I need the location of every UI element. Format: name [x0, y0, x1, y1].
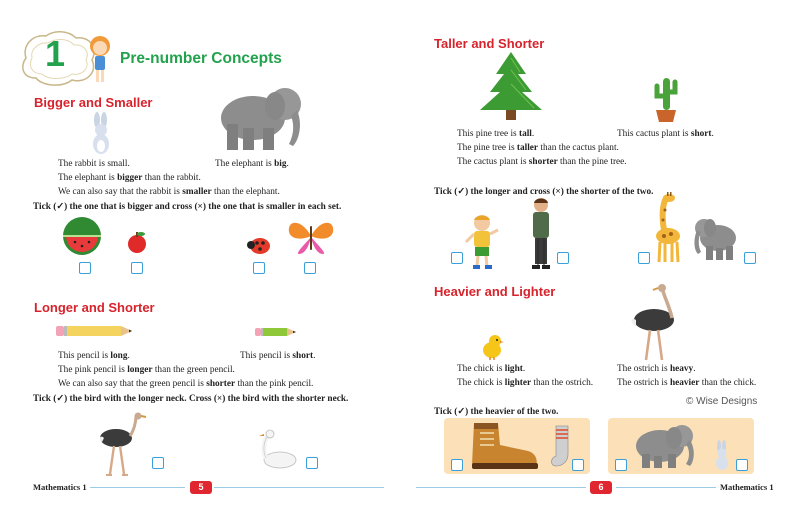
- apple-icon: [125, 230, 149, 254]
- butterfly-icon: [285, 216, 337, 256]
- small-elephant-icon: [692, 212, 744, 262]
- heavier-line-1: The chick is lighter than the ostrich.: [457, 378, 594, 388]
- green-pencil-caption: This pencil is short.: [240, 351, 316, 361]
- page-number-left: 5: [190, 481, 212, 494]
- cactus-caption: This cactus plant is short.: [617, 129, 714, 139]
- rabbit-icon-right: [712, 440, 732, 470]
- longer-instruction: Tick (✓) the bird with the longer neck. Cross (×) the bird with the shorter neck.: [33, 394, 349, 404]
- taller-line-1: The pine tree is taller than the cactus plant.: [457, 143, 619, 153]
- right-page: [400, 0, 800, 514]
- checkbox-apple[interactable]: [131, 262, 143, 274]
- heavier-line-2: The ostrich is heavier than the chick.: [617, 378, 757, 388]
- ladybug-icon: [246, 235, 272, 255]
- footer-book-title-right: Mathematics 1: [720, 482, 774, 492]
- green-pencil-icon: [255, 327, 297, 337]
- section-heading-heavier-lighter: Heavier and Lighter: [434, 284, 556, 299]
- giraffe-icon: [652, 192, 686, 264]
- rabbit-icon: [88, 112, 114, 156]
- page-number-right: 6: [590, 481, 612, 494]
- elephant-caption: The elephant is big.: [215, 159, 289, 169]
- longer-line-2: We can also say that the green pencil is shorter than the pink pencil.: [58, 379, 314, 389]
- bigger-line-2: We can also say that the rabbit is smaller than the elephant.: [58, 187, 280, 197]
- bigger-line-1: The elephant is bigger than the rabbit.: [58, 173, 201, 183]
- checkbox-rabbit-right[interactable]: [736, 459, 748, 471]
- tall-boy-icon: [526, 196, 556, 272]
- checkbox-watermelon[interactable]: [79, 262, 91, 274]
- pink-pencil-caption: This pencil is long.: [58, 351, 130, 361]
- boot-icon: [466, 421, 542, 471]
- pine-tree-icon: [470, 50, 552, 122]
- section-heading-longer-shorter: Longer and Shorter: [34, 300, 155, 315]
- footer-divider-left-2: [214, 487, 384, 488]
- section-heading-taller-shorter: Taller and Shorter: [434, 36, 545, 51]
- short-boy-icon: [464, 214, 500, 270]
- footer-divider-right: [416, 487, 586, 488]
- chapter-title: Pre-number Concepts: [120, 50, 282, 67]
- checkbox-short-boy[interactable]: [451, 252, 463, 264]
- footer-book-title-left: Mathematics 1: [33, 482, 87, 492]
- cactus-icon: [652, 74, 680, 124]
- chapter-number: 1: [45, 33, 66, 74]
- ostrich-icon: [96, 412, 150, 478]
- checkbox-giraffe[interactable]: [638, 252, 650, 264]
- tree-caption: This pine tree is tall.: [457, 129, 535, 139]
- checkbox-small-elephant[interactable]: [744, 252, 756, 264]
- elephant-icon: [213, 84, 308, 154]
- checkbox-butterfly[interactable]: [304, 262, 316, 274]
- checkbox-swan[interactable]: [306, 457, 318, 469]
- chick-caption: The chick is light.: [457, 364, 526, 374]
- footer-divider-left: [90, 487, 185, 488]
- checkbox-ladybug[interactable]: [253, 262, 265, 274]
- longer-line-1: The pink pencil is longer than the green pencil.: [58, 365, 235, 375]
- checkbox-ostrich-left[interactable]: [152, 457, 164, 469]
- taller-instruction: Tick (✓) the longer and cross (×) the shorter of the two.: [434, 187, 654, 197]
- checkbox-boot[interactable]: [451, 459, 463, 471]
- pink-pencil-icon: [56, 325, 134, 337]
- checkbox-tall-boy[interactable]: [557, 252, 569, 264]
- rabbit-caption: The rabbit is small.: [58, 159, 130, 169]
- bigger-instruction: Tick (✓) the one that is bigger and cross (×) the one that is smaller in each set.: [33, 202, 342, 212]
- swan-icon: [256, 428, 300, 470]
- taller-line-2: The cactus plant is shorter than the pine tree.: [457, 157, 627, 167]
- footer-divider-right-2: [616, 487, 716, 488]
- ostrich-caption: The ostrich is heavy.: [617, 364, 696, 374]
- chick-icon: [480, 334, 504, 360]
- sock-icon: [550, 424, 574, 468]
- checkbox-sock[interactable]: [572, 459, 584, 471]
- section-heading-bigger-smaller: Bigger and Smaller: [34, 95, 153, 110]
- chapter-badge-icon: [18, 28, 113, 88]
- checkbox-elephant-right[interactable]: [615, 459, 627, 471]
- elephant-icon-right: [628, 420, 698, 470]
- ostrich-icon-right: [628, 284, 690, 364]
- watermelon-icon: [60, 216, 104, 256]
- heavier-instruction: Tick (✓) the heavier of the two.: [434, 407, 559, 417]
- copyright-text: © Wise Designs: [686, 396, 758, 407]
